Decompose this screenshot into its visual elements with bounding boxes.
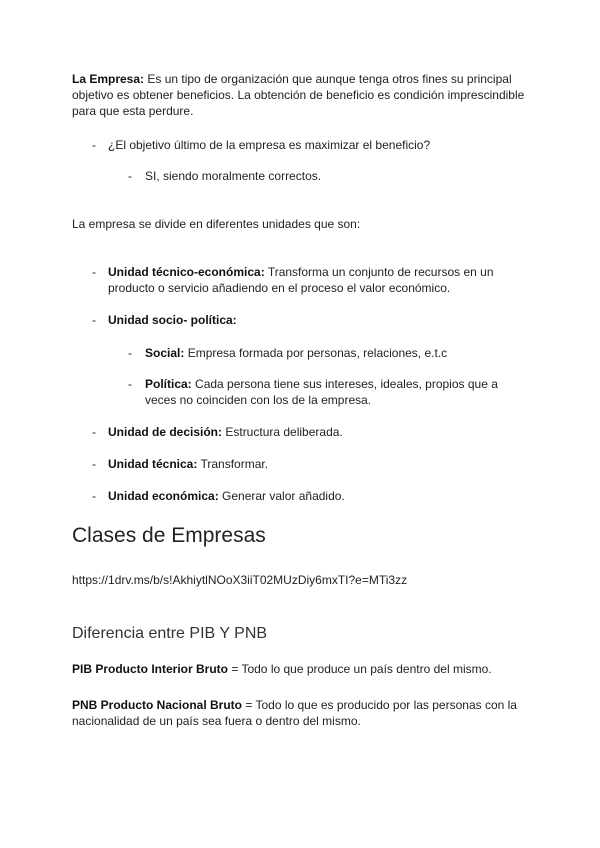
unit-text: Estructura deliberada. (222, 425, 343, 439)
unit-bullet: - (92, 425, 96, 439)
onedrive-link[interactable]: https://1drv.ms/b/s!AkhiytlNOoX3iiT02MUzDiy6mxTI?e=MTi3zz (72, 573, 408, 587)
intro-paragraph (72, 71, 532, 119)
intro-text: Es un tipo de organización que aunque tenga otros fines su principal objetivo es obtener beneficios. La obtención de beneficio es condición imprescindible para que esta perdure. (72, 72, 525, 118)
subitem (145, 345, 515, 361)
unit-label: Unidad técnico-económica: (108, 265, 265, 279)
unit-item (108, 312, 518, 328)
unit-label: Unidad técnica: (108, 457, 198, 471)
pnb-text: = Todo lo que es producido por las personas con la nacionalidad de un país sea fuera o dentro del mismo. (72, 698, 517, 728)
unit-bullet: - (92, 457, 96, 471)
unit-text: Transformar. (197, 457, 269, 471)
units-intro: La empresa se divide en diferentes unidades que son: (72, 217, 361, 231)
unit-bullet: - (92, 313, 96, 327)
pnb-definition (72, 697, 532, 729)
unit-item (108, 456, 518, 472)
unit-label: Unidad socio- política: (108, 313, 237, 327)
question-bullet: - (92, 138, 96, 152)
unit-label: Unidad de decisión: (108, 425, 223, 439)
answer-text: SI, siendo moralmente correctos. (145, 169, 322, 183)
unit-item (108, 488, 518, 504)
question-text: ¿El objetivo último de la empresa es maximizar el beneficio? (108, 138, 431, 152)
unit-item (108, 264, 518, 296)
subitem (145, 376, 515, 408)
answer-bullet: - (128, 169, 132, 183)
intro-label: La Empresa: (72, 72, 145, 86)
subitem-text: Cada persona tiene sus intereses, ideales, propios que a veces no coinciden con los de la empresa. (145, 377, 498, 407)
section-title: Clases de Empresas (72, 524, 266, 547)
pib-text: = Todo lo que produce un país dentro del mismo. (228, 662, 492, 676)
subitem-text: Empresa formada por personas, relaciones, e.t.c (184, 346, 448, 360)
pib-definition (72, 661, 532, 677)
unit-bullet: - (92, 489, 96, 503)
unit-text: Generar valor añadido. (218, 489, 345, 503)
unit-text: Transforma un conjunto de recursos en un producto o servicio añadiendo en el proceso el valor económico. (108, 265, 494, 295)
pnb-label: PNB Producto Nacional Bruto (72, 698, 243, 712)
unit-label: Unidad económica: (108, 489, 219, 503)
subsection-title: Diferencia entre PIB Y PNB (72, 625, 268, 642)
subitem-label: Social: (145, 346, 185, 360)
unit-item (108, 424, 518, 440)
unit-bullet: - (92, 265, 96, 279)
subitem-bullet: - (128, 346, 132, 360)
subitem-label: Política: (145, 377, 192, 391)
subitem-bullet: - (128, 377, 132, 391)
pib-label: PIB Producto Interior Bruto (72, 662, 228, 676)
